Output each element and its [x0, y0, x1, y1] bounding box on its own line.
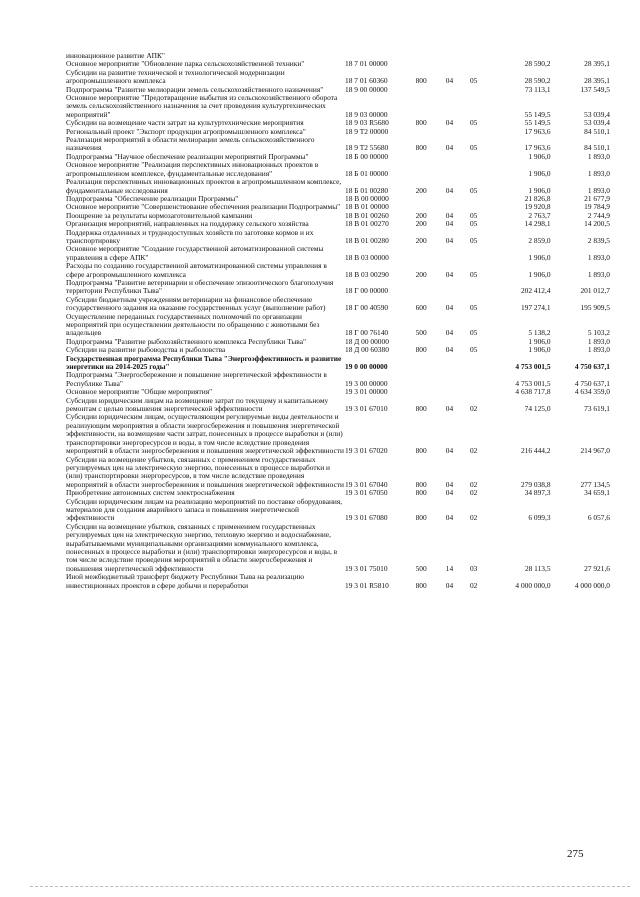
table-row [66, 523, 610, 573]
row-subsection: 05 [469, 210, 478, 220]
row-section [446, 94, 470, 119]
row-expense-type: 800 [415, 513, 427, 523]
row-expense-type [416, 355, 446, 372]
row-amount-year1: 4 753 001,5 [515, 378, 551, 388]
row-amount-year1: 14 298,1 [524, 219, 551, 229]
row-amount-year1: 1 906,0 [528, 336, 551, 346]
row-amount-year1: 28 113,5 [524, 563, 551, 573]
row-code: 18 Г 00 76140 [345, 328, 389, 338]
row-name: Субсидии на развитие рыбоводства и рыболовства [66, 345, 226, 355]
row-section: 04 [445, 328, 454, 338]
row-subsection: 05 [469, 143, 478, 153]
row-expense-type: 800 [415, 345, 427, 355]
row-amount-year1: 1 906,0 [528, 345, 551, 355]
row-section: 04 [445, 303, 454, 313]
row-expense-type [416, 94, 446, 119]
row-expense-type [416, 245, 446, 262]
row-expense-type [416, 153, 446, 161]
row-subsection: 05 [469, 118, 478, 128]
row-expense-type [416, 195, 446, 203]
row-amount-year1: 1 906,0 [528, 151, 551, 161]
row-section [446, 153, 470, 161]
row-subsection: 05 [469, 269, 478, 279]
row-code: 18 Б 00 00000 [345, 151, 389, 161]
row-subsection: 02 [469, 513, 478, 523]
row-section: 04 [445, 513, 454, 523]
row-amount-year2: 84 510,1 [584, 126, 610, 136]
row-code: 19 3 01 67050 [345, 488, 388, 498]
row-section [446, 371, 470, 388]
row-code: 18 Б 01 00280 [345, 185, 389, 195]
row-subsection [470, 128, 494, 136]
row-section [446, 388, 470, 396]
row-subsection [470, 94, 494, 119]
row-section: 04 [445, 76, 454, 86]
row-subsection: 05 [469, 303, 478, 313]
row-amount-year1: 17 963,6 [524, 126, 551, 136]
row-expense-type [416, 128, 446, 136]
row-expense-type: 800 [415, 580, 427, 590]
row-code: 18 9 00 00000 [345, 84, 388, 94]
row-section: 04 [445, 118, 454, 128]
row-subsection: 05 [469, 345, 478, 355]
row-amount-year2: 6 057,6 [587, 513, 610, 523]
row-amount-year2: 1 893,0 [587, 168, 610, 178]
row-amount-year2: 73 619,1 [584, 404, 610, 414]
row-name: Основное мероприятие "Реализация перспективных инновационных проектов в агропромышленном комплексе, фундаментальные исследования" [66, 160, 319, 178]
row-name: Расходы по созданию государственной автоматизированной системы управления в сфере агропромышленного комплекса [66, 261, 327, 279]
row-amount-year1: 4 000 000,0 [515, 580, 551, 590]
table-row [66, 413, 610, 455]
row-subsection [470, 195, 494, 203]
row-subsection: 05 [469, 185, 478, 195]
row-amount-year2: 1 893,0 [587, 151, 610, 161]
row-code: 18 В 03 00000 [345, 252, 389, 262]
row-name: Поощрение за результаты кормозаготовительной кампании [66, 210, 253, 220]
row-name: Приобретение автономных систем электроснабжения [66, 488, 235, 498]
row-expense-type [416, 86, 446, 94]
row-amount-year2: 2 744,9 [587, 210, 610, 220]
row-amount-year2: 14 200,5 [584, 219, 610, 229]
row-expense-type: 200 [415, 219, 427, 229]
row-subsection [470, 60, 494, 68]
row-amount-year1: 202 412,4 [520, 286, 551, 296]
row-section: 04 [445, 219, 454, 229]
row-name: Реализация перспективных инновационных проектов в агропромышленном комплексе, фундаментальные исследования [66, 177, 342, 195]
row-section: 04 [445, 210, 454, 220]
row-name: Подпрограмма "Научное обеспечение реализации мероприятий Программы" [66, 151, 309, 161]
scan-edge-line [30, 886, 630, 887]
row-code: 18 В 01 00000 [345, 202, 389, 212]
row-name: Субсидии на развитие технической и технологической модернизации агропромышленного комплекса [66, 67, 285, 86]
row-name: Осуществление переданных государственных полномочий по организации мероприятий при осуществлении деятельности по обращению с животными без владельцев [66, 311, 320, 338]
row-amount-year1: 28 590,2 [524, 59, 551, 69]
row-expense-type: 600 [415, 303, 427, 313]
row-subsection [470, 86, 494, 94]
row-section [446, 86, 470, 94]
row-subsection: 05 [469, 76, 478, 86]
row-code: 18 Б 01 00000 [345, 168, 389, 178]
row-amount-year2: 5 103,2 [587, 328, 610, 338]
row-section: 04 [445, 185, 454, 195]
row-expense-type [416, 388, 446, 396]
row-name: Поддержка отдаленных и труднодоступных хозяйств по заготовке кормов и их транспортировку [66, 227, 314, 245]
row-name: Основное мероприятие "Совершенствование обеспечения реализации Подпрограммы" [66, 202, 341, 212]
row-code: 19 3 01 00000 [345, 387, 388, 397]
row-name: Организация мероприятий, направленных на поддержку сельского хозяйства [66, 219, 309, 229]
row-code: 18 В 01 00270 [345, 219, 389, 229]
table-row [66, 279, 610, 296]
row-amount-year1: 279 038,8 [520, 479, 551, 489]
row-name: Иной межбюджетный трансферт бюджету Республики Тыва на реализацию инвестиционных проектов в сфере добычи и переработки [66, 572, 304, 590]
row-name: Основное мероприятие "Предотвращение выбытия из сельскохозяйственного оборота земель сельскохозяйственного назначения за счет проведения культуртехнических мероприятий" [66, 93, 338, 119]
row-amount-year1: 21 826,8 [524, 193, 551, 203]
table-row [66, 355, 610, 372]
row-expense-type: 500 [415, 328, 427, 338]
row-amount-year2: 137 549,5 [580, 84, 610, 94]
row-amount-year2: 1 893,0 [587, 185, 610, 195]
table-row [66, 262, 610, 279]
row-subsection [470, 279, 494, 296]
table-row [66, 136, 610, 153]
row-code: 18 В 03 00290 [345, 269, 389, 279]
row-expense-type: 500 [415, 563, 427, 573]
row-subsection [470, 355, 494, 372]
row-section [446, 195, 470, 203]
row-subsection: 03 [469, 563, 478, 573]
row-amount-year2: 27 921,6 [584, 563, 610, 573]
table-row [66, 245, 610, 262]
row-amount-year2: 53 039,4 [584, 109, 610, 119]
table-row [66, 178, 610, 195]
row-code: 18 Д 00 00000 [345, 336, 389, 346]
row-amount-year1: 1 906,0 [528, 168, 551, 178]
row-amount-year2: 84 510,1 [584, 143, 610, 153]
row-amount-year2: 195 909,5 [580, 303, 610, 313]
row-amount-year2: 4 000 000,0 [574, 580, 610, 590]
row-name: Реализация мероприятий в области мелиорации земель сельскохозяйственного назначения [66, 135, 315, 153]
row-section: 14 [445, 563, 454, 573]
row-expense-type [416, 279, 446, 296]
row-amount-year2: 19 784,9 [584, 202, 610, 212]
row-amount-year2: 28 395,1 [584, 76, 610, 86]
row-code: 19 3 01 67040 [345, 479, 388, 489]
row-amount-year2: 214 967,0 [580, 446, 610, 456]
row-amount-year2: 4 750 637,1 [574, 362, 610, 372]
row-amount-year1: 74 125,0 [524, 404, 551, 414]
row-name: Региональный проект "Экспорт продукции агропромышленного комплекса" [66, 126, 306, 136]
table-row [66, 573, 610, 590]
row-section: 04 [445, 446, 454, 456]
row-name: Субсидии на возмещение убытков, связанных с применением государственных регулируемых цен на электрическую энергию, понесенных в процессе выработки и (или) транспортировки энергоресурсов, в том числе вследствие проведения мероприятий в области энергосбережения и повышения энергетической эффективности [66, 454, 344, 489]
row-subsection: 02 [469, 580, 478, 590]
row-amount-year1: 6 099,3 [528, 513, 551, 523]
row-code: 18 9 03 R5680 [345, 118, 389, 128]
row-section [446, 355, 470, 372]
row-code: 19 3 00 00000 [345, 378, 388, 388]
row-amount-year2: 34 659,1 [584, 488, 610, 498]
row-name: Подпрограмма "Энергосбережение и повышение энергетической эффективности в Республике Тыва" [66, 370, 327, 388]
table-row [66, 371, 610, 388]
row-subsection: 02 [469, 404, 478, 414]
row-expense-type: 800 [415, 76, 427, 86]
row-amount-year1: 4 638 717,8 [515, 387, 551, 397]
row-code: 19 3 01 67020 [345, 446, 388, 456]
row-code: 19 3 01 75010 [345, 563, 388, 573]
table-row [66, 498, 610, 523]
row-name: Основное мероприятие "Создание государственной автоматизированной системы управления в сфере АПК" [66, 244, 324, 262]
row-amount-year1: 19 920,8 [524, 202, 551, 212]
row-amount-year1: 73 113,1 [524, 84, 551, 94]
row-amount-year2: 4 634 359,0 [574, 387, 610, 397]
row-amount-year1: 2 859,0 [528, 235, 551, 245]
row-amount-year2: 277 134,5 [580, 479, 610, 489]
row-name: Подпрограмма "Развитие рыбохозяйственного комплекса Республики Тыва" [66, 336, 306, 346]
row-code: 18 В 01 00280 [345, 235, 389, 245]
row-amount-year1: 216 444,2 [520, 446, 551, 456]
row-expense-type: 200 [415, 269, 427, 279]
page-number: 275 [567, 848, 584, 860]
row-amount-year2: 1 893,0 [587, 345, 610, 355]
budget-table-body [66, 52, 610, 590]
row-subsection [470, 153, 494, 161]
row-code: 18 9 03 00000 [345, 109, 388, 119]
row-amount-year2: 2 839,5 [587, 235, 610, 245]
row-code: 19 3 01 R5810 [345, 580, 389, 590]
row-section: 04 [445, 269, 454, 279]
row-amount-year1: 55 149,5 [524, 118, 551, 128]
row-name: Государственная программа Республики Тыва "Энергоэффективность и развитие энергетики на 2014-2025 годы" [66, 353, 342, 372]
row-section: 04 [445, 580, 454, 590]
row-code: 18 Д 00 60380 [345, 345, 389, 355]
row-subsection: 02 [469, 446, 478, 456]
table-row [66, 296, 610, 313]
row-name: Основное мероприятие "Общие мероприятия" [66, 387, 213, 397]
row-subsection [470, 52, 494, 60]
row-expense-type: 800 [415, 446, 427, 456]
row-amount-year2: 21 677,9 [584, 193, 610, 203]
row-amount-year1: 34 897,3 [524, 488, 551, 498]
row-section [446, 60, 470, 68]
row-name: Субсидии на возмещение части затрат на культуртехнические мероприятия [66, 118, 304, 128]
row-expense-type [416, 52, 446, 60]
row-name: Субсидии юридическим лицам на возмещение затрат по текущему и капитальному ремонтам с целью повышения энергетической эффективности [66, 395, 329, 414]
table-row [66, 161, 610, 178]
row-name: Подпрограмма "Обеспечение реализации Программы" [66, 193, 239, 203]
row-expense-type: 200 [415, 210, 427, 220]
row-expense-type [416, 161, 446, 178]
row-subsection: 05 [469, 328, 478, 338]
row-code: 18 9 T2 00000 [345, 126, 389, 136]
row-subsection: 05 [469, 219, 478, 229]
row-code: 18 9 T2 55680 [345, 143, 389, 153]
row-code: 18 7 01 60360 [345, 76, 388, 86]
row-code: 19 3 01 67080 [345, 513, 388, 523]
row-amount-year2: 1 893,0 [587, 336, 610, 346]
row-amount-year2: 1 893,0 [587, 269, 610, 279]
row-amount-year1: 17 963,6 [524, 143, 551, 153]
table-row [66, 229, 610, 246]
table-row [66, 397, 610, 414]
row-expense-type [416, 371, 446, 388]
row-expense-type: 200 [415, 235, 427, 245]
row-code: 18 В 01 00260 [345, 210, 389, 220]
row-section: 04 [445, 143, 454, 153]
row-amount-year1: 28 590,2 [524, 76, 551, 86]
row-expense-type: 800 [415, 118, 427, 128]
row-section [446, 128, 470, 136]
row-amount-year1: 2 763,7 [528, 210, 551, 220]
row-name: Субсидии юридическим лицам, осуществляющим регулируемые виды деятельности и реализующим мероприятия в области энергосбережения и повышения энергетической эффективности, на возмещение части затрат, понесенных в процессе выработки и (или) транспортировки энергоресурсов и воды, в том числе вследствие проведения мероприятий в области энергосбережения и повышения энергетической эффективности [66, 412, 344, 456]
row-amount-year1: 197 274,1 [520, 303, 551, 313]
row-expense-type: 800 [415, 143, 427, 153]
row-section: 04 [445, 479, 454, 489]
row-name: инновационное развитие АПК" [66, 51, 165, 60]
row-subsection: 02 [469, 488, 478, 498]
row-expense-type: 800 [415, 404, 427, 414]
row-name: Основное мероприятие "Обновление парка сельскохозяйственной техники" [66, 59, 305, 69]
row-code: 18 Г 00 40590 [345, 303, 389, 313]
table-row [66, 456, 610, 490]
row-section: 04 [445, 235, 454, 245]
row-section [446, 161, 470, 178]
row-amount-year1: 5 138,2 [528, 328, 551, 338]
row-amount-year2: 28 395,1 [584, 59, 610, 69]
table-row [66, 313, 610, 338]
row-section [446, 52, 470, 60]
row-subsection: 05 [469, 235, 478, 245]
budget-table [66, 52, 610, 590]
row-section: 04 [445, 345, 454, 355]
row-amount-year1: 1 906,0 [528, 252, 551, 262]
row-amount-year1: 1 906,0 [528, 269, 551, 279]
row-subsection [470, 371, 494, 388]
row-section [446, 245, 470, 262]
row-subsection: 02 [469, 479, 478, 489]
row-code: 18 7 01 00000 [345, 59, 388, 69]
row-section: 04 [445, 404, 454, 414]
row-expense-type: 200 [415, 185, 427, 195]
row-name: Подпрограмма "Развитие мелиорации земель сельскохозяйственного назначения" [66, 84, 324, 94]
row-expense-type: 800 [415, 488, 427, 498]
row-amount-year1: 1 906,0 [528, 185, 551, 195]
row-subsection [470, 161, 494, 178]
row-expense-type: 800 [415, 479, 427, 489]
row-section: 04 [445, 488, 454, 498]
row-expense-type [416, 60, 446, 68]
row-section [446, 279, 470, 296]
table-row [66, 69, 610, 86]
row-subsection [470, 245, 494, 262]
row-name: Субсидии бюджетным учреждениям ветеринарии на финансовое обеспечение государственного задания на оказание государственных услуг (выполнение работ) [66, 294, 326, 313]
row-amount-year2: 201 012,7 [580, 286, 610, 296]
row-name: Субсидии на возмещение убытков, связанных с применением государственных регулируемых цен на электрическую энергию, тепловую энергию и водоснабжение, вырабатываемыми муниципальными организациями коммунального комплекса, понесенных в процессе выработки и (или) транспортировки энергоресурсов и воды, в том числе вследствие проведения мероприятий в области энергосбережения и повышения энергетической эффективности [66, 521, 338, 573]
row-code: 18 Г 00 00000 [345, 286, 389, 296]
row-amount-year1: 4 753 001,5 [515, 362, 551, 372]
row-code: 18 В 00 00000 [345, 193, 389, 203]
row-name: Субсидии юридическим лицам на реализацию мероприятий по поставке оборудования, материалов для создания аварийного запаса и повышения энергетической эффективности [66, 496, 343, 523]
row-amount-year2: 53 039,4 [584, 118, 610, 128]
row-code: 19 0 00 00000 [345, 362, 388, 372]
row-name: Подпрограмма "Развитие ветеринарии и обеспечение эпизоотического благополучия территории Республики Тыва" [66, 277, 334, 296]
row-code: 19 3 01 67010 [345, 404, 388, 414]
row-amount-year2: 1 893,0 [587, 252, 610, 262]
row-amount-year1: 55 149,5 [524, 109, 551, 119]
row-amount-year2: 4 750 637,1 [574, 378, 610, 388]
table-row [66, 94, 610, 119]
row-subsection [470, 388, 494, 396]
